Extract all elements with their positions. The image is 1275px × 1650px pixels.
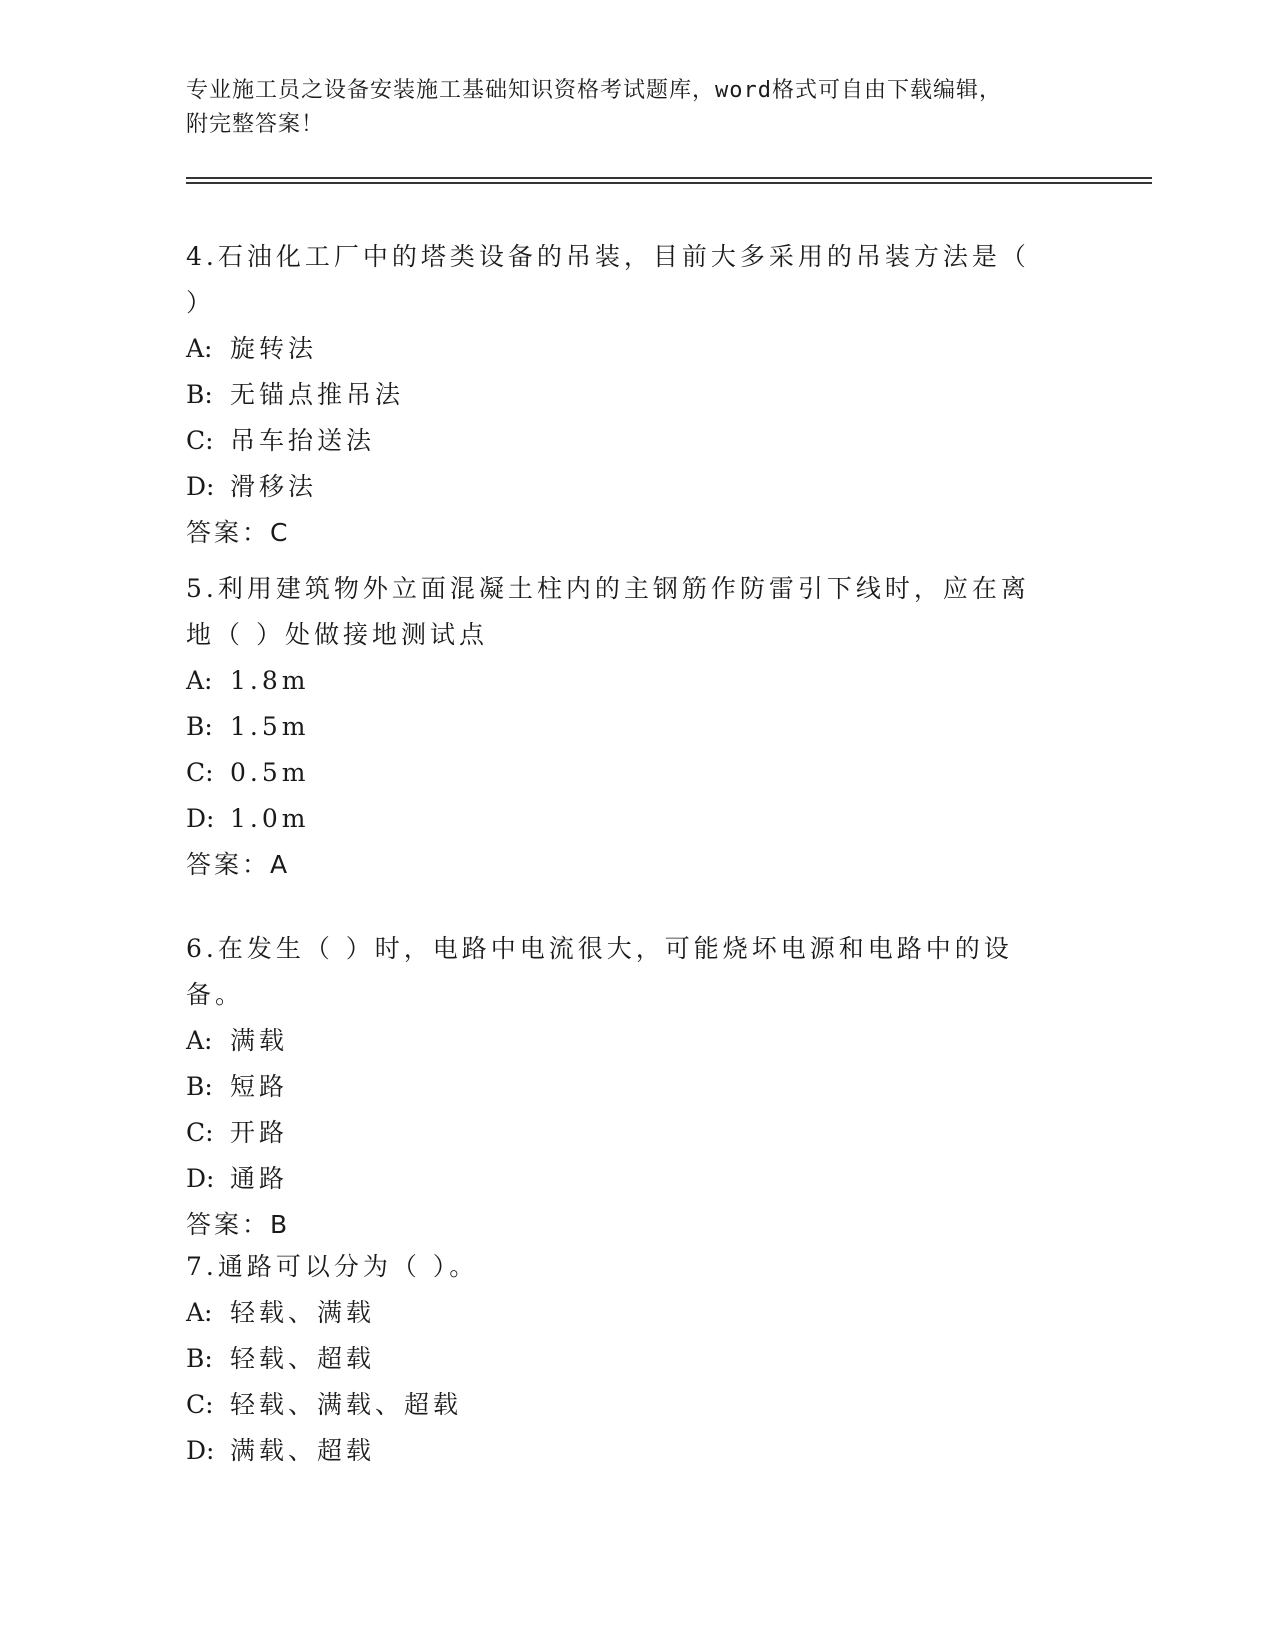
question-stem: 5.利用建筑物外立面混凝土柱内的主钢筋作防雷引下线时，应在离地（ ）处做接地测试点 <box>186 574 1030 649</box>
option-key: C: <box>186 1390 214 1419</box>
option-d <box>186 796 1086 842</box>
question-4 <box>186 234 1086 556</box>
answer-line: 答案：B <box>186 1210 291 1239</box>
option-c <box>186 418 1086 464</box>
option-key: B: <box>186 1344 213 1373</box>
option-b <box>186 372 1086 418</box>
header-divider-top <box>186 177 1152 179</box>
option-c <box>186 1110 1086 1156</box>
option-text: 1.0m <box>230 804 310 833</box>
option-a <box>186 658 1086 704</box>
option-text: 滑移法 <box>230 472 318 501</box>
option-text: 轻载、满载 <box>230 1298 376 1327</box>
option-text: 轻载、超载 <box>230 1344 376 1373</box>
option-a <box>186 1018 1086 1064</box>
option-key: A: <box>186 666 213 695</box>
option-key: D: <box>186 1436 215 1465</box>
option-a <box>186 326 1086 372</box>
option-text: 旋转法 <box>230 334 318 363</box>
option-text: 轻载、满载、超载 <box>230 1390 463 1419</box>
option-b <box>186 1064 1086 1110</box>
option-a <box>186 1290 1086 1336</box>
option-b <box>186 704 1086 750</box>
header-line-2: 附完整答案！ <box>186 112 325 137</box>
option-d <box>186 1156 1086 1202</box>
option-text: 1.5m <box>230 712 310 741</box>
option-b <box>186 1336 1086 1382</box>
option-text: 吊车抬送法 <box>230 426 376 455</box>
option-key: A: <box>186 334 213 363</box>
header-divider-bottom <box>186 182 1152 184</box>
option-d <box>186 464 1086 510</box>
question-stem: 4.石油化工厂中的塔类设备的吊装，目前大多采用的吊装方法是（ ） <box>186 242 1030 317</box>
option-text: 无锚点推吊法 <box>230 380 405 409</box>
answer-line: 答案：A <box>186 850 291 879</box>
option-key: D: <box>186 472 215 501</box>
question-6 <box>186 926 1086 1248</box>
option-key: B: <box>186 380 213 409</box>
option-text: 满载 <box>230 1026 289 1055</box>
option-key: B: <box>186 712 213 741</box>
option-text: 满载、超载 <box>230 1436 376 1465</box>
question-stem: 6.在发生（ ）时，电路中电流很大，可能烧坏电源和电路中的设备。 <box>186 934 1013 1009</box>
question-7 <box>186 1244 1086 1474</box>
answer-line: 答案：C <box>186 518 291 547</box>
option-key: C: <box>186 758 214 787</box>
option-text: 短路 <box>230 1072 289 1101</box>
question-5 <box>186 566 1086 888</box>
option-key: C: <box>186 426 214 455</box>
option-key: D: <box>186 804 215 833</box>
option-text: 开路 <box>230 1118 289 1147</box>
option-key: D: <box>186 1164 215 1193</box>
option-c <box>186 750 1086 796</box>
option-c <box>186 1382 1086 1428</box>
option-text: 0.5m <box>230 758 310 787</box>
document-header <box>186 74 1086 142</box>
option-text: 1.8m <box>230 666 310 695</box>
question-stem: 7.通路可以分为（ ）。 <box>186 1252 479 1281</box>
option-key: A: <box>186 1298 213 1327</box>
option-d <box>186 1428 1086 1474</box>
option-key: A: <box>186 1026 213 1055</box>
option-key: C: <box>186 1118 214 1147</box>
header-line-1: 专业施工员之设备安装施工基础知识资格考试题库，word格式可自由下载编辑， <box>186 78 1002 103</box>
option-key: B: <box>186 1072 213 1101</box>
option-text: 通路 <box>230 1164 289 1193</box>
